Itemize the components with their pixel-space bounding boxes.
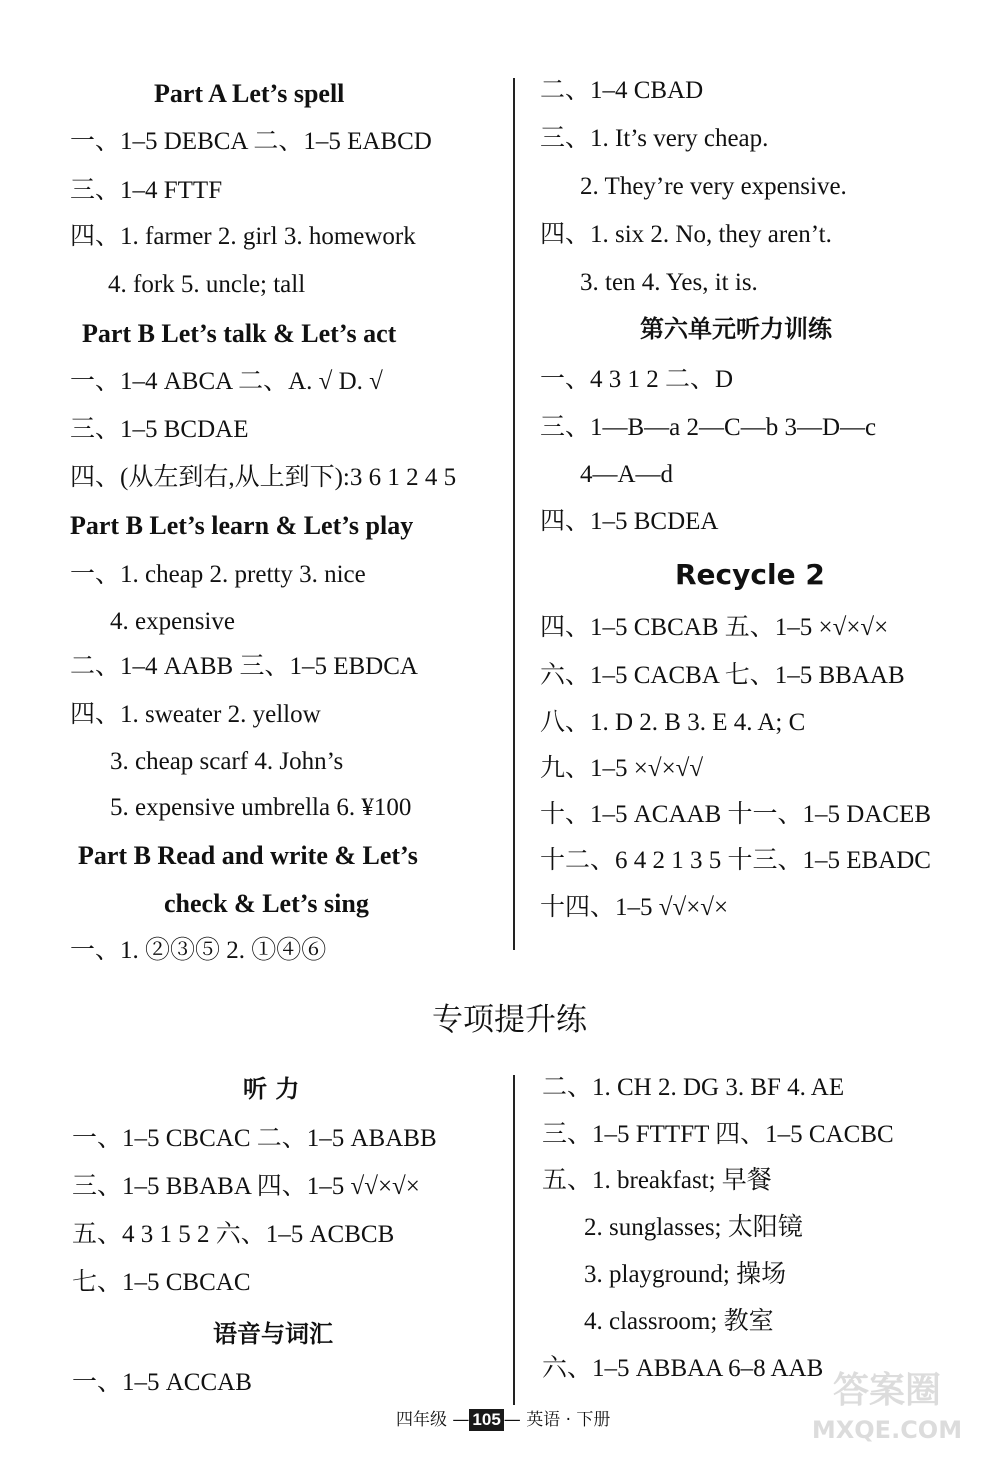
answer-line: 2. sunglasses; 太阳镜 (584, 1214, 803, 1241)
answer-line: 十四、1–5 √√×√× (540, 894, 729, 921)
answer-line: 三、1. It’s very cheap. (540, 125, 769, 152)
answer-line: 五、4 3 1 5 2 六、1–5 ACBCB (72, 1221, 395, 1248)
section-heading: Part B Read and write & Let’s (78, 841, 418, 870)
section-heading: Part A Let’s spell (154, 79, 345, 108)
answer-line: 二、1. CH 2. DG 3. BF 4. AE (542, 1074, 845, 1101)
section-heading: Part B Let’s talk & Let’s act (82, 319, 397, 348)
answer-line: 四、1. sweater 2. yellow (70, 701, 321, 728)
answer-line: 五、1. breakfast; 早餐 (542, 1167, 772, 1194)
recycle-heading: Recycle 2 (675, 558, 825, 591)
page-number: 105 (469, 1409, 503, 1431)
listening-heading: 听 力 (243, 1075, 300, 1103)
answer-line: 一、4 3 1 2 二、D (540, 366, 734, 393)
watermark-text: 答案圈 (832, 1370, 942, 1411)
answer-line: 四、(从左到右,从上到下):3 6 1 2 4 5 (70, 464, 457, 491)
answer-line: 4. classroom; 教室 (584, 1308, 774, 1335)
answer-line: 3. playground; 操场 (584, 1261, 787, 1288)
answer-line: 六、1–5 ABBAA 6–8 AAB (542, 1355, 824, 1382)
answer-line: 四、1–5 BCDEA (540, 508, 719, 535)
section-title: 专项提升练 (432, 1002, 587, 1038)
answer-line: 一、1–5 CBCAC 二、1–5 ABABB (72, 1125, 437, 1152)
answer-line: 三、1–5 FTTFT 四、1–5 CACBC (542, 1121, 894, 1148)
watermark-logo (792, 1360, 982, 1450)
column-divider-top (513, 78, 515, 950)
answer-line: 4. expensive (110, 608, 235, 635)
answer-line: 一、1–5 ACCAB (72, 1369, 252, 1396)
answer-line: 八、1. D 2. B 3. E 4. A; C (540, 709, 806, 736)
footer-grade: 四年级 (396, 1410, 447, 1430)
answer-line: 四、1–5 CBCAB 五、1–5 ×√×√× (540, 614, 889, 641)
answer-line: 二、1–4 AABB 三、1–5 EBDCA (70, 653, 418, 680)
footer-dash: — (503, 1410, 527, 1430)
footer-dash: — (447, 1410, 470, 1430)
answer-line: 4. fork 5. uncle; tall (108, 271, 306, 298)
page-footer (396, 1409, 610, 1431)
answer-line: 3. ten 4. Yes, it is. (580, 269, 758, 296)
answer-line: 四、1. six 2. No, they aren’t. (540, 221, 832, 248)
answer-line: 一、1. ②③⑤ 2. ①④⑥ (70, 937, 327, 964)
phonics-vocab-heading: 语音与词汇 (213, 1320, 333, 1348)
answer-line: 2. They’re very expensive. (580, 173, 847, 200)
answer-line: 三、1–5 BBABA 四、1–5 √√×√× (72, 1173, 420, 1200)
unit-six-listening-heading: 第六单元听力训练 (640, 315, 832, 343)
answer-line: 一、1–5 DEBCA 二、1–5 EABCD (70, 128, 432, 155)
answer-line: 5. expensive umbrella 6. ¥100 (110, 794, 412, 821)
answer-line: 三、1–5 BCDAE (70, 416, 249, 443)
footer-subject: 英语 · 下册 (526, 1410, 611, 1430)
column-divider-bottom (513, 1075, 515, 1405)
answer-line: 二、1–4 CBAD (540, 77, 704, 104)
section-heading: Part B Let’s learn & Let’s play (70, 511, 414, 540)
answer-line: 六、1–5 CACBA 七、1–5 BBAAB (540, 662, 905, 689)
answer-line: 四、1. farmer 2. girl 3. homework (70, 223, 416, 250)
answer-line: 一、1. cheap 2. pretty 3. nice (70, 561, 366, 588)
answer-line: 九、1–5 ×√×√√ (540, 755, 704, 782)
answer-line: 七、1–5 CBCAC (72, 1269, 251, 1296)
section-heading: check & Let’s sing (164, 889, 369, 918)
watermark-url: MXQE.COM (811, 1416, 963, 1444)
answer-line: 一、1–4 ABCA 二、A. √ D. √ (70, 368, 383, 395)
answer-line: 4—A—d (580, 461, 674, 488)
answer-line: 三、1–4 FTTF (70, 177, 223, 204)
answer-line: 三、1—B—a 2—C—b 3—D—c (540, 414, 877, 441)
answer-line: 十二、6 4 2 1 3 5 十三、1–5 EBADC (540, 847, 931, 874)
answer-line: 十、1–5 ACAAB 十一、1–5 DACEB (540, 801, 931, 828)
answer-line: 3. cheap scarf 4. John’s (110, 748, 344, 775)
